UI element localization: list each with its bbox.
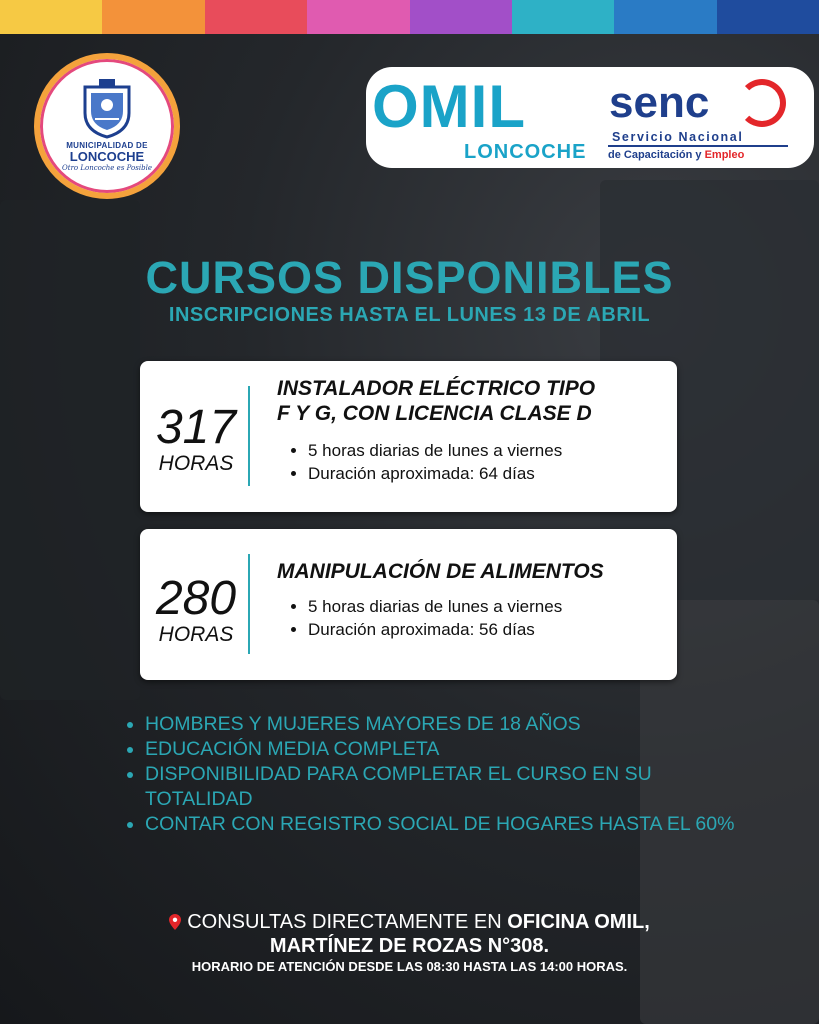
municipality-logo [34, 53, 180, 199]
requirement-item: • DISPONIBILIDAD PARA COMPLETAR EL CURSO EN SU TOTALIDAD [145, 762, 745, 812]
contact-prefix: CONSULTAS DIRECTAMENTE EN [187, 911, 508, 933]
stripe-segment [0, 0, 102, 34]
course-title-line1: MANIPULACIÓN DE ALIMENTOS [277, 560, 604, 583]
stripe-segment [205, 0, 307, 34]
hours-label: HORAS [158, 452, 234, 475]
card-divider [248, 386, 250, 486]
hours-label: HORAS [158, 623, 234, 646]
course-card [140, 529, 677, 680]
requirements-list [125, 712, 745, 837]
contact-hours: HORARIO DE ATENCIÓN DESDE LAS 08:30 HASTA LAS 14:00 HORAS. [191, 959, 628, 974]
course-title [277, 559, 663, 584]
stripe-segment [614, 0, 716, 34]
municipality-slogan: Otro Loncoche es Posible [62, 163, 152, 172]
requirement-item: • EDUCACIÓN MEDIA COMPLETA [145, 737, 745, 762]
card-divider [248, 554, 250, 654]
course-hours [146, 574, 246, 646]
course-hours [146, 403, 246, 475]
page-title: CURSOS DISPONIBLES [145, 252, 674, 303]
stripe-segment [512, 0, 614, 34]
sence-line2 [608, 149, 744, 161]
municipality-line1: MUNICIPALIDAD DE [66, 140, 148, 150]
course-detail-duration: • Duración aproximada: 64 días [308, 464, 568, 484]
omil-logo: OMIL [372, 73, 526, 140]
course-title [277, 376, 663, 426]
requirement-item: • CONTAR CON REGISTRO SOCIAL DE HOGARES HASTA EL 60% [145, 812, 745, 837]
crest-icon [77, 77, 137, 139]
course-detail-schedule: • 5 horas diarias de lunes a viernes [308, 441, 568, 461]
course-title-line1: INSTALADOR ELÉCTRICO TIPO [277, 377, 596, 400]
stripe-segment [717, 0, 819, 34]
sence-line2-b: Empleo [704, 149, 745, 161]
contact-line1 [0, 910, 819, 934]
pin-icon [169, 914, 181, 930]
color-stripe [0, 0, 819, 34]
contact-address: MARTÍNEZ DE ROZAS N°308. [269, 935, 550, 957]
omil-subtitle: LONCOCHE [464, 141, 587, 163]
sence-divider [608, 145, 788, 147]
contact-office: OFICINA OMIL, [507, 911, 650, 933]
hours-number: 317 [155, 401, 237, 454]
course-details [290, 441, 568, 487]
sence-logo: senc [609, 78, 710, 127]
page-subtitle: INSCRIPCIONES HASTA EL LUNES 13 DE ABRIL [168, 304, 651, 326]
course-detail-duration: • Duración aproximada: 56 días [308, 620, 568, 640]
course-detail-schedule: • 5 horas diarias de lunes a viernes [308, 597, 568, 617]
sence-line1: Servicio Nacional [612, 130, 744, 144]
stripe-segment [102, 0, 204, 34]
hours-number: 280 [155, 572, 237, 625]
partner-logos [366, 67, 814, 168]
course-card [140, 361, 677, 512]
municipality-name: LONCOCHE [69, 148, 145, 164]
requirement-item: • HOMBRES Y MUJERES MAYORES DE 18 AÑOS [145, 712, 745, 737]
stripe-segment [307, 0, 409, 34]
sence-ring-icon [738, 79, 786, 127]
course-title-line2: F Y G, CON LICENCIA CLASE D [277, 402, 592, 425]
course-details [290, 597, 568, 643]
stripe-segment [410, 0, 512, 34]
sence-line2-a: de Capacitación y [608, 149, 705, 161]
